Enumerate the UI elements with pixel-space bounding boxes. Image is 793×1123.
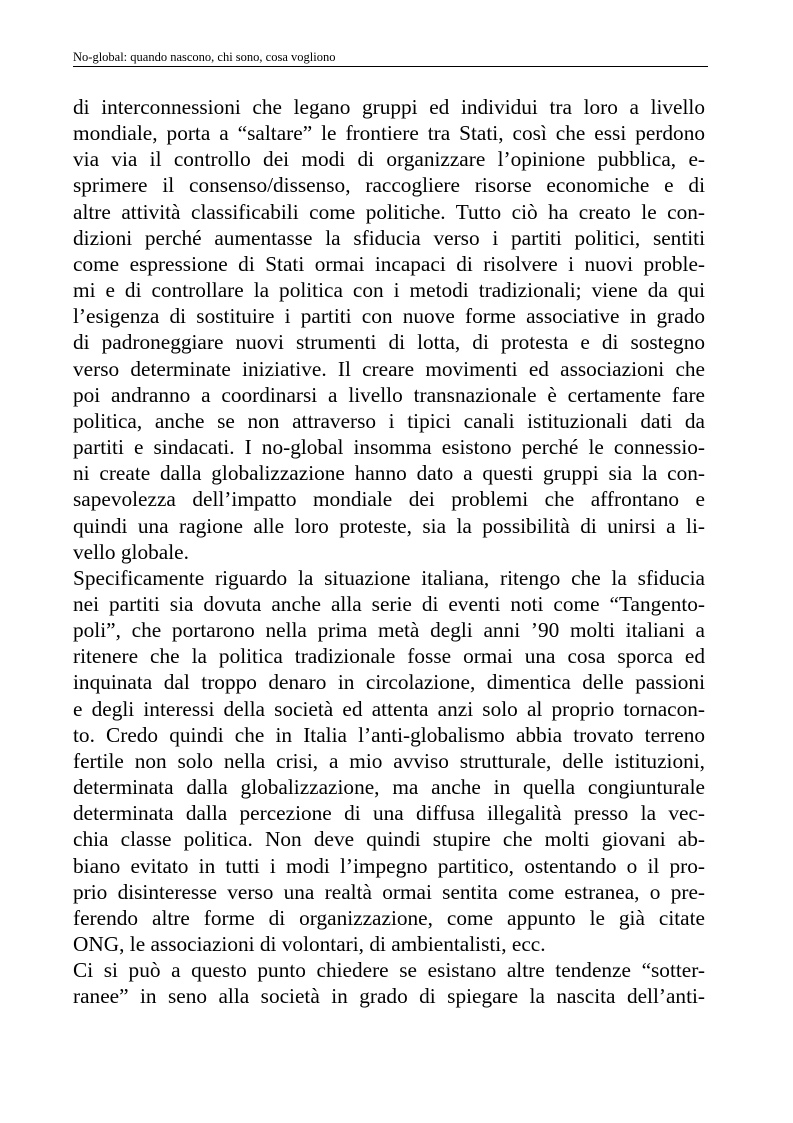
text-line: nei partiti sia dovuta anche alla serie di eventi noti come “Tangento- [73,591,705,616]
header-rule [73,66,708,67]
text-line: politica, anche se non attraverso i tipici canali istituzionali dati da [73,408,705,433]
text-line: dizioni perché aumentasse la sfiducia verso i partiti politici, sentiti [73,225,705,250]
text-line: to. Credo quindi che in Italia l’anti-globalismo abbia trovato terreno [73,722,705,747]
text-line: biano evitato in tutti i modi l’impegno partitico, ostentando o il pro- [73,853,705,878]
text-line: sprimere il consenso/dissenso, raccogliere risorse economiche e di [73,173,705,198]
paragraph-end-line: vello globale. [73,539,189,564]
text-line: ranee” in seno alla società in grado di spiegare la nascita dell’anti- [73,984,705,1009]
text-line: ni create dalla globalizzazione hanno dato a questi gruppi sia la con- [73,461,705,486]
text-line: altre attività classificabili come politiche. Tutto ciò ha creato le con- [73,199,705,224]
text-line: come espressione di Stati ormai incapaci di risolvere i nuovi proble- [73,251,705,276]
text-line: mondiale, porta a “saltare” le frontiere tra Stati, così che essi perdono [73,121,705,146]
text-line: sapevolezza dell’impatto mondiale dei problemi che affrontano e [73,487,705,512]
text-line: fertile non solo nella crisi, a mio avviso strutturale, delle istituzioni, [73,748,705,773]
text-line: e degli interessi della società ed attenta anzi solo al proprio tornacon- [73,696,705,721]
running-header: No-global: quando nascono, chi sono, cosa vogliono [73,50,336,64]
text-line: inquinata dal troppo denaro in circolazione, dimentica delle passioni [73,670,705,695]
text-line: via via il controllo dei modi di organizzare l’opinione pubblica, e- [73,147,705,172]
text-line: Specificamente riguardo la situazione italiana, ritengo che la sfiducia [73,565,705,590]
text-line: ferendo altre forme di organizzazione, come appunto le già citate [73,905,705,930]
text-line: l’esigenza di sostituire i partiti con nuove forme associative in grado [73,304,705,329]
text-line: di interconnessioni che legano gruppi ed individui tra loro a livello [73,95,705,119]
body-text [73,94,705,1009]
text-line: di padroneggiare nuovi strumenti di lotta, di protesta e di sostegno [73,330,705,355]
text-line: determinata dalla percezione di una diffusa illegalità presso la vec- [73,801,705,826]
text-line: quindi una ragione alle loro proteste, sia la possibilità di unirsi a li- [73,513,705,538]
text-line: chia classe politica. Non deve quindi stupire che molti giovani ab- [73,827,705,852]
text-line: determinata dalla globalizzazione, ma anche in quella congiunturale [73,775,705,800]
text-line: mi e di controllare la politica con i metodi tradizionali; viene da qui [73,278,705,303]
text-line: partiti e sindacati. I no-global insomma esistono perché le connessio- [73,435,705,460]
text-line: verso determinate iniziative. Il creare movimenti ed associazioni che [73,356,705,381]
text-line: Ci si può a questo punto chiedere se esistano altre tendenze “sotter- [73,958,705,983]
text-line: ritenere che la politica tradizionale fosse ormai una cosa sporca ed [73,644,705,669]
text-line: poi andranno a coordinarsi a livello transnazionale è certamente fare [73,382,705,407]
text-line: prio disinteresse verso una realtà ormai sentita come estranea, o pre- [73,879,705,904]
text-line: poli”, che portarono nella prima metà degli anni ’90 molti italiani a [73,618,705,643]
paragraph-end-line: ONG, le associazioni di volontari, di ambientalisti, ecc. [73,932,546,956]
